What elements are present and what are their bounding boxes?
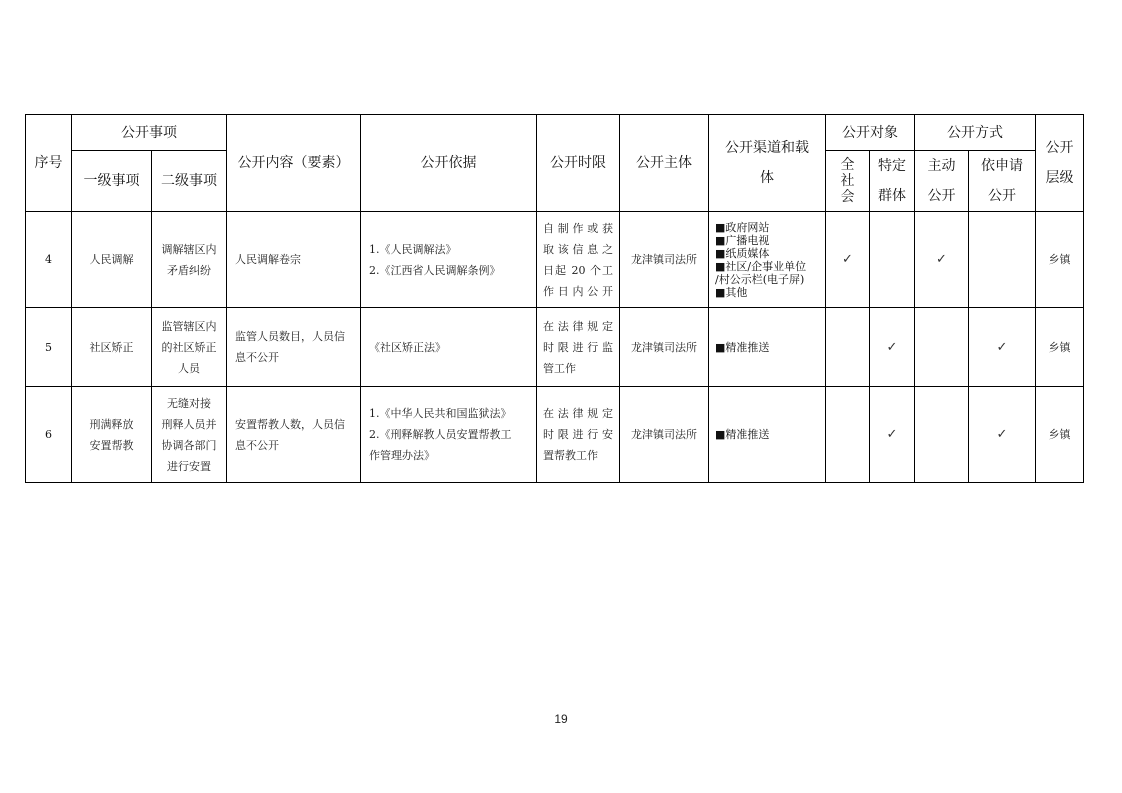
row-level: 乡镇	[1036, 212, 1084, 308]
row-basis	[361, 387, 537, 483]
row-target-specific-check: ✓	[870, 308, 915, 387]
header-row-1	[26, 115, 1084, 151]
row-method-active-check	[915, 308, 969, 387]
header-seq: 序号	[26, 115, 72, 212]
table-row	[26, 387, 1084, 483]
row-channel-item: ■社区/企事业单位	[715, 259, 807, 273]
row-time-limit	[537, 212, 620, 308]
header-level-line2: 层级	[1045, 170, 1074, 186]
row-subject: 龙津镇司法所	[620, 308, 709, 387]
row-channels	[709, 308, 826, 387]
row-level2-line: 监管辖区内	[161, 319, 217, 333]
row-level2-line: 协调各部门	[161, 438, 217, 452]
row-content	[227, 387, 361, 483]
header-method-request	[969, 151, 1036, 212]
header-level1: 一级事项	[72, 151, 152, 212]
row-channel-item: ■广播电视	[715, 233, 770, 247]
row-level2-line: 刑释人员并	[161, 417, 217, 431]
header-target-all	[826, 151, 870, 212]
row-content-line: 息不公开	[235, 351, 279, 364]
row-time-line: 时限进行安	[543, 428, 613, 441]
header-target-group: 公开对象	[826, 115, 915, 151]
row-method-request-check: ✓	[969, 387, 1036, 483]
page-number: 19	[554, 712, 568, 726]
header-target-all-text: 全社会	[840, 157, 855, 205]
header-channel	[709, 115, 826, 212]
row-method-active-check	[915, 387, 969, 483]
row-time-line: 管工作	[543, 361, 576, 375]
row-target-specific-check	[870, 212, 915, 308]
row-level: 乡镇	[1036, 308, 1084, 387]
row-basis-line: 2.《刑释解教人员安置帮教工	[369, 428, 512, 441]
header-items-group: 公开事项	[72, 115, 227, 151]
row-basis-line: 《社区矫正法》	[369, 340, 446, 354]
header-method-active-line1: 主动	[927, 158, 956, 174]
row-content-line: 息不公开	[235, 438, 279, 452]
disclosure-table	[25, 114, 1084, 483]
row-level2	[152, 212, 227, 308]
row-time-line: 作日内公开	[543, 284, 613, 298]
row-time-limit	[537, 387, 620, 483]
row-content	[227, 212, 361, 308]
row-content-line: 监管人员数目，人员信	[235, 330, 345, 343]
row-time-line: 在法律规定	[543, 407, 613, 420]
row-basis-line: 1.《人民调解法》	[369, 242, 457, 256]
row-basis-line: 作管理办法》	[369, 449, 435, 462]
row-level1-line: 刑满释放	[89, 417, 134, 431]
row-basis-line: 2.《江西省人民调解条例》	[369, 263, 501, 277]
row-content-line: 人民调解卷宗	[235, 253, 301, 266]
row-channel-item: ■政府网站	[715, 220, 770, 234]
row-level1-line: 安置帮教	[89, 438, 134, 452]
header-method-group: 公开方式	[915, 115, 1036, 151]
row-level2-line: 无缝对接	[167, 396, 211, 410]
row-level2-line: 的社区矫正	[161, 340, 217, 354]
row-content-line: 安置帮教人数，人员信	[235, 417, 345, 431]
row-time-line: 时限进行监	[543, 340, 613, 354]
row-subject: 龙津镇司法所	[620, 387, 709, 483]
header-method-request-line2: 公开	[988, 188, 1016, 204]
row-method-request-check: ✓	[969, 308, 1036, 387]
row-basis-line: 1.《中华人民共和国监狱法》	[369, 407, 512, 420]
row-time-line: 自制作或获	[543, 221, 613, 235]
row-time-line: 在法律规定	[543, 319, 613, 333]
row-seq: 5	[26, 308, 72, 387]
row-channel-item: ■纸质媒体	[715, 246, 770, 260]
row-target-all-check	[826, 387, 870, 483]
header-target-specific-line2: 群体	[878, 188, 906, 204]
header-subject: 公开主体	[620, 115, 709, 212]
row-level2-line: 进行安置	[167, 459, 211, 473]
row-channels	[709, 387, 826, 483]
row-subject: 龙津镇司法所	[620, 212, 709, 308]
row-content	[227, 308, 361, 387]
row-level1: 社区矫正	[72, 308, 152, 387]
header-level-line1: 公开	[1045, 140, 1074, 156]
row-level2	[152, 308, 227, 387]
row-target-all-check: ✓	[826, 212, 870, 308]
header-target-specific	[870, 151, 915, 212]
row-channel-item: ■精准推送	[715, 428, 770, 441]
row-channel-item: ■其他	[715, 285, 748, 299]
row-channel-item: /村公示栏(电子屏)	[715, 272, 805, 286]
row-method-active-check: ✓	[915, 212, 969, 308]
header-content: 公开内容（要素）	[227, 115, 361, 212]
row-channels	[709, 212, 826, 308]
header-time-limit: 公开时限	[537, 115, 620, 212]
row-time-line: 置帮教工作	[543, 449, 598, 462]
row-time-line: 日起 20 个工	[543, 263, 613, 277]
header-target-specific-line1: 特定	[878, 158, 906, 174]
table-row	[26, 308, 1084, 387]
row-level2-line: 矛盾纠纷	[167, 263, 211, 277]
row-time-limit	[537, 308, 620, 387]
row-time-line: 取该信息之	[543, 242, 613, 256]
header-level	[1036, 115, 1084, 212]
header-method-active-line2: 公开	[927, 188, 956, 204]
row-method-request-check	[969, 212, 1036, 308]
row-level2	[152, 387, 227, 483]
row-level2-line: 调解辖区内	[161, 242, 217, 256]
row-seq: 4	[26, 212, 72, 308]
header-channel-line1: 公开渠道和载	[725, 140, 809, 156]
table-row	[26, 212, 1084, 308]
row-level2-line: 人员	[178, 361, 200, 375]
header-basis: 公开依据	[361, 115, 537, 212]
row-target-all-check	[826, 308, 870, 387]
row-channel-item: ■精准推送	[715, 340, 770, 354]
row-level1: 人民调解	[72, 212, 152, 308]
row-level: 乡镇	[1036, 387, 1084, 483]
row-basis	[361, 308, 537, 387]
row-target-specific-check: ✓	[870, 387, 915, 483]
row-level1	[72, 387, 152, 483]
header-channel-line2: 体	[760, 170, 774, 186]
header-method-active	[915, 151, 969, 212]
header-level2: 二级事项	[152, 151, 227, 212]
row-basis	[361, 212, 537, 308]
header-method-request-line1: 依申请	[981, 158, 1023, 174]
row-seq: 6	[26, 387, 72, 483]
